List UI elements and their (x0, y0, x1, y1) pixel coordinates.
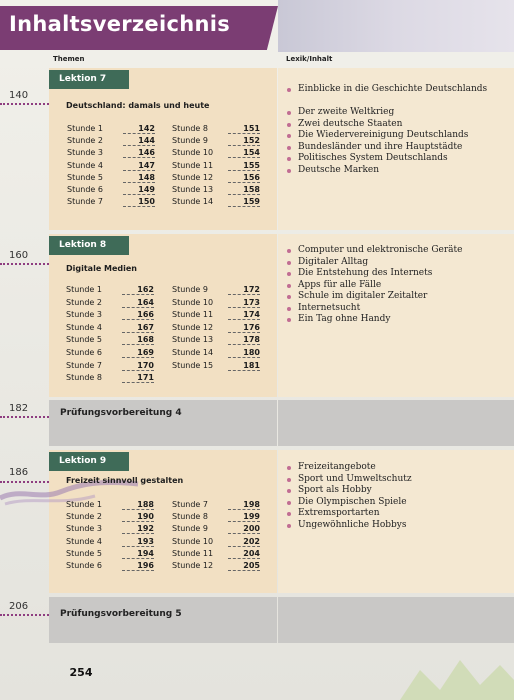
topic-item: Zwei deutsche Staaten (298, 118, 403, 129)
stunde-row[interactable] (67, 136, 155, 146)
lesson-label[interactable]: Lektion 9 (49, 452, 129, 471)
stunde-page: 176 (228, 323, 260, 333)
stunde-row[interactable] (67, 197, 155, 207)
stunde-page: 152 (228, 136, 260, 146)
topic-item: Ungewöhnliche Hobbys (298, 519, 407, 530)
stunde-row[interactable] (66, 561, 154, 571)
stunde-page: 149 (123, 185, 155, 195)
stunde-label: Stunde 3 (67, 148, 103, 158)
stunde-label: Stunde 8 (172, 512, 208, 522)
stunde-page: 147 (123, 161, 155, 171)
stunde-page: 192 (122, 524, 154, 534)
lesson-subtitle: Digitale Medien (66, 264, 138, 273)
stunde-row[interactable] (172, 285, 260, 295)
bullet-dot (287, 157, 291, 161)
stunde-label: Stunde 9 (172, 285, 208, 294)
stunde-row[interactable] (66, 285, 154, 295)
stunde-page: 156 (228, 173, 260, 183)
stunde-page: 169 (122, 348, 154, 358)
stunde-label: Stunde 1 (66, 285, 102, 294)
pruefung-page: 182 (9, 403, 29, 414)
topic-item: Digitaler Alltag (298, 256, 369, 267)
stunde-page: 144 (123, 136, 155, 146)
bullet-dot (287, 501, 291, 505)
dotted-leader (0, 614, 49, 616)
bullet-dot (287, 249, 291, 253)
stunde-label: Stunde 14 (172, 197, 214, 207)
stunde-label: Stunde 11 (172, 160, 214, 170)
stunde-label: Stunde 2 (66, 512, 102, 522)
topic-item: Politisches System Deutschlands (298, 153, 448, 163)
bullet-dot (287, 272, 291, 276)
stunde-row[interactable] (172, 185, 260, 195)
bullet-dot (287, 261, 291, 265)
stunde-page: 173 (228, 298, 260, 308)
stunde-row[interactable] (66, 310, 154, 320)
lesson-label[interactable]: Lektion 7 (49, 70, 129, 89)
stunde-row[interactable] (67, 185, 155, 195)
stunde-label: Stunde 8 (172, 124, 208, 133)
stunde-label: Stunde 11 (172, 548, 214, 558)
stunde-label: Stunde 10 (172, 148, 214, 158)
stunde-label: Stunde 7 (67, 197, 103, 207)
stunde-page: 142 (123, 124, 155, 134)
dotted-leader (0, 263, 49, 265)
corner-decoration (400, 640, 514, 700)
bullet-dot (287, 307, 291, 311)
bullet-dot (287, 489, 291, 493)
stunde-row[interactable] (66, 361, 154, 371)
stunde-page: 155 (228, 161, 260, 171)
stunde-row[interactable] (66, 335, 154, 345)
stunde-label: Stunde 2 (66, 297, 102, 307)
stunde-page: 148 (123, 173, 155, 183)
stunde-page: 174 (228, 310, 260, 320)
stunde-label: Stunde 2 (67, 136, 103, 146)
stunde-row[interactable] (66, 373, 154, 383)
stunde-label: Stunde 6 (66, 348, 102, 357)
pruefung-panel-left (49, 597, 277, 643)
stunde-label: Stunde 15 (172, 360, 214, 370)
lesson-start-page: 186 (9, 467, 29, 478)
column-header-themen: Themen (53, 55, 85, 63)
stunde-label: Stunde 5 (66, 548, 102, 558)
stunde-label: Stunde 13 (172, 185, 214, 194)
stunde-page: 164 (122, 298, 154, 308)
stunde-row[interactable] (172, 348, 260, 358)
stunde-row[interactable] (172, 524, 260, 534)
dotted-leader (0, 416, 49, 418)
stunde-page: 188 (122, 500, 154, 510)
stunde-row[interactable] (172, 173, 260, 183)
lesson-label[interactable]: Lektion 8 (49, 236, 129, 255)
stunde-page: 170 (122, 361, 154, 371)
column-header-lexik: Lexik/Inhalt (286, 55, 333, 63)
stunde-label: Stunde 7 (172, 500, 208, 509)
stunde-page: 150 (123, 197, 155, 207)
bullet-dot (287, 295, 291, 299)
stunde-label: Stunde 6 (67, 185, 103, 194)
topic-item: Ein Tag ohne Handy (298, 314, 391, 324)
stunde-page: 151 (228, 124, 260, 134)
stunde-page: 199 (228, 512, 260, 522)
stunde-label: Stunde 9 (172, 136, 208, 146)
footer-page-number: 254 (69, 666, 93, 679)
bullet-dot (287, 478, 291, 482)
stunde-row[interactable] (172, 124, 260, 134)
topic-item: Bundesländer und ihre Hauptstädte (298, 141, 463, 152)
bullet-dot (287, 111, 291, 115)
pruefung-panel-right (278, 400, 514, 446)
stunde-label: Stunde 7 (66, 360, 102, 370)
topic-item: Apps für alle Fälle (298, 279, 382, 290)
stunde-page: 154 (228, 148, 260, 158)
stunde-label: Stunde 12 (172, 561, 214, 570)
lesson-start-page: 160 (9, 250, 29, 261)
stunde-label: Stunde 5 (66, 335, 102, 345)
topic-item: Deutsche Marken (298, 164, 380, 175)
lesson-start-page: 140 (9, 90, 29, 101)
stunde-row[interactable] (172, 549, 260, 559)
stunde-row[interactable] (172, 161, 260, 171)
topic-item: Einblicke in die Geschichte Deutschlands (298, 84, 488, 94)
stunde-page: 171 (122, 373, 154, 383)
stunde-page: 158 (228, 185, 260, 195)
stunde-label: Stunde 12 (172, 322, 214, 332)
pruefung-page: 206 (9, 601, 29, 612)
stunde-row[interactable] (66, 348, 154, 358)
bullet-dot (287, 284, 291, 288)
topic-item: Sport und Umweltschutz (298, 473, 412, 484)
stunde-page: 196 (122, 561, 154, 571)
bullet-dot (287, 466, 291, 470)
bullet-dot (287, 318, 291, 322)
topic-item: Extremsportarten (298, 508, 380, 518)
stunde-label: Stunde 3 (66, 310, 102, 320)
stunde-label: Stunde 4 (66, 536, 102, 546)
stunde-row[interactable] (66, 512, 154, 522)
stunde-row[interactable] (172, 148, 260, 158)
stunde-page: 180 (228, 348, 260, 358)
bullet-dot (287, 169, 291, 173)
stunde-label: Stunde 1 (66, 500, 102, 509)
stunde-row[interactable] (172, 537, 260, 547)
stunde-label: Stunde 6 (66, 561, 102, 570)
stunde-page: 166 (122, 310, 154, 320)
bullet-dot (287, 134, 291, 138)
stunde-page: 198 (228, 500, 260, 510)
stunde-page: 204 (228, 549, 260, 559)
stunde-page: 205 (228, 561, 260, 571)
stunde-row[interactable] (67, 161, 155, 171)
stunde-row[interactable] (172, 323, 260, 333)
stunde-row[interactable] (172, 310, 260, 320)
bullet-dot (287, 146, 291, 150)
topic-item: Die Wiedervereinigung Deutschlands (298, 130, 469, 140)
stunde-row[interactable] (67, 173, 155, 183)
topic-item: Computer und elektronische Geräte (298, 245, 463, 255)
stunde-row[interactable] (66, 500, 154, 510)
bullet-dot (287, 88, 291, 92)
stunde-label: Stunde 4 (66, 322, 102, 332)
stunde-row[interactable] (172, 335, 260, 345)
stunde-row[interactable] (172, 197, 260, 207)
stunde-label: Stunde 4 (67, 160, 103, 170)
bullet-dot (287, 524, 291, 528)
stunde-label: Stunde 10 (172, 536, 214, 546)
topic-item: Der zweite Weltkrieg (298, 107, 395, 117)
stunde-label: Stunde 1 (67, 124, 103, 133)
dotted-leader (0, 103, 49, 105)
stunde-page: 167 (122, 323, 154, 333)
stunde-label: Stunde 14 (172, 348, 214, 357)
pruefung-label[interactable]: Prüfungsvorbereitung 4 (60, 408, 182, 418)
topic-item: Die Olympischen Spiele (298, 496, 407, 507)
lesson-subtitle: Deutschland: damals und heute (66, 101, 210, 110)
stunde-row[interactable] (172, 512, 260, 522)
bullet-dot (287, 512, 291, 516)
stunde-page: 190 (122, 512, 154, 522)
stunde-page: 181 (228, 361, 260, 371)
stunde-row[interactable] (172, 500, 260, 510)
lesson-subtitle: Freizeit sinnvoll gestalten (66, 476, 184, 485)
topic-item: Internetsucht (298, 302, 361, 313)
stunde-row[interactable] (172, 361, 260, 371)
page-title: Inhaltsverzeichnis (9, 12, 231, 36)
stunde-page: 200 (228, 524, 260, 534)
stunde-label: Stunde 12 (172, 172, 214, 182)
topic-item: Schule im digitaler Zeitalter (298, 291, 428, 301)
stunde-row[interactable] (67, 148, 155, 158)
stunde-page: 172 (228, 285, 260, 295)
stunde-label: Stunde 9 (172, 524, 208, 534)
stunde-page: 159 (228, 197, 260, 207)
stunde-row[interactable] (172, 136, 260, 146)
stunde-row[interactable] (66, 524, 154, 534)
stunde-row[interactable] (66, 323, 154, 333)
stunde-row[interactable] (66, 537, 154, 547)
stunde-page: 193 (122, 537, 154, 547)
stunde-row[interactable] (67, 124, 155, 134)
stunde-page: 162 (122, 285, 154, 295)
stunde-row[interactable] (172, 298, 260, 308)
stunde-label: Stunde 8 (66, 373, 102, 383)
pruefung-panel-right (278, 597, 514, 643)
stunde-page: 178 (228, 335, 260, 345)
bullet-dot (287, 123, 291, 127)
stunde-page: 194 (122, 549, 154, 559)
stunde-page: 202 (228, 537, 260, 547)
stunde-label: Stunde 10 (172, 297, 214, 307)
stunde-page: 146 (123, 148, 155, 158)
pruefung-label[interactable]: Prüfungsvorbereitung 5 (60, 609, 182, 619)
stunde-label: Stunde 11 (172, 310, 214, 320)
topic-item: Die Entstehung des Internets (298, 268, 433, 278)
stunde-label: Stunde 5 (67, 172, 103, 182)
stunde-label: Stunde 3 (66, 524, 102, 534)
topic-item: Sport als Hobby (298, 485, 372, 495)
stunde-row[interactable] (66, 549, 154, 559)
pruefung-panel-left (49, 400, 277, 446)
topic-item: Freizeitangebote (298, 462, 376, 472)
header-decoration (278, 0, 514, 52)
stunde-label: Stunde 13 (172, 335, 214, 345)
stunde-page: 168 (122, 335, 154, 345)
stunde-row[interactable] (172, 561, 260, 571)
stunde-row[interactable] (66, 298, 154, 308)
